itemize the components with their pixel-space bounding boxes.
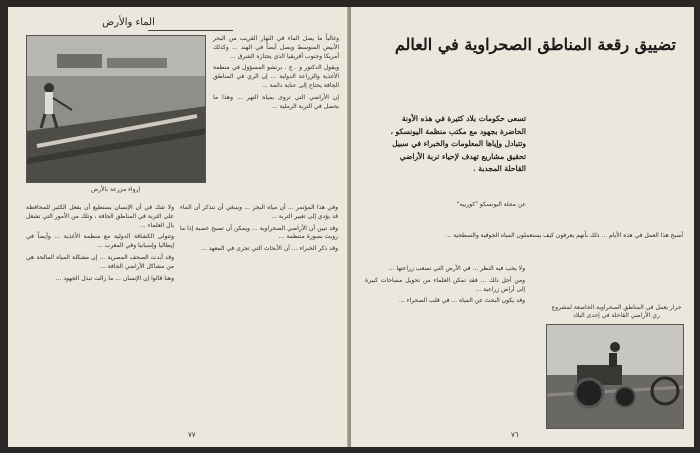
paragraph: ولا يحب فيه النظر ... في الأرض التي تصعب زراعتها ... <box>388 265 525 272</box>
paragraph: وقد أبدت الصحف المصرية ... إن مشكلة المياه المالحة هي من مشاكل الأراضي الجافة ... <box>26 253 174 270</box>
page-number: ٧٧ <box>188 431 196 439</box>
paragraph: وقد ذكر الخبراء ... أن الأبحاث التي تجرى في المعهد ... <box>201 245 338 253</box>
tractor-photo <box>546 324 684 429</box>
article-column-top <box>213 35 339 205</box>
running-head: الماء والأرض <box>102 17 155 28</box>
paragraph: وقد تبين أن الأراضي الصحراوية ... ويمكن أن تصبح خصبة إذا ما رويت بصورة منتظمة ... <box>180 224 338 241</box>
tractor-photo-caption: جرار يعمل في المناطق الصحراوية الخاضعة لمشروع ري الأراضي القاحلة في إحدى البلاد <box>551 304 682 319</box>
paragraph: ومن أجل ذلك ... فقد تمكن العلماء من تحويل مساحات كبيرة إلى أراض زراعية ... <box>365 276 525 293</box>
irrigation-photo <box>26 35 206 183</box>
magazine-spread <box>8 7 694 447</box>
paragraph: وقد يكون البحث عن المياه ... في قلب الصحراء ... <box>399 297 525 305</box>
paragraph: ولا شك في أن الإنسان يستطيع أن يفعل الكثير للمحافظة على التربة في المناطق الجافة ، وتلك من الأمور التي تشغل بال العلماء ... <box>26 204 174 229</box>
page-number: ٧٦ <box>511 431 519 439</box>
right-page <box>351 7 694 447</box>
paragraph: وهنا قالوا إن الإنسان ... ما زالت تبذل الجهود ... <box>55 274 174 282</box>
paragraph: وتتولى الكشافة الدولية مع منظمة الأغذية ... وأيضاً في إيطاليا وإسبانيا وفي المغرب ... <box>26 233 174 250</box>
running-head-rule <box>148 30 233 31</box>
article-column-left <box>26 204 174 429</box>
article-column-right <box>180 204 338 429</box>
photo-caption: إرواء مزرعة بالأرض <box>90 186 141 193</box>
paragraph: إن الأراضي التي تروى بمياه النهر ... وهذا ما يحصل في التربة الرملية ... <box>213 93 339 110</box>
paragraph: وغالباً ما يصل الماء في النهار القريب من البحر الأبيض المتوسط ويصل أيضاً في الهند ... وكذلك أمريكا وجنوب أفريقيا الذي يجتازه الشرق ... <box>213 35 339 60</box>
paragraph: أصبح هذا العمل في هذه الأيام ... ذلك بأنهم يعرفون كيف يستعملون المياه الجوفية والسطحية ... <box>445 232 683 239</box>
tractor-photo-art <box>547 325 684 429</box>
article-intro <box>365 232 683 262</box>
article-byline: عن مجلة اليونسكو "كورييه" <box>456 201 526 208</box>
paragraph: وفي هذا المؤتمر ... أن مياه البحر ... وينبغي أن نتذكر أن الماء قد يؤدي إلى تغيير التربة ... <box>180 204 338 220</box>
left-page <box>8 7 349 447</box>
article-lede: تسعى حكومات بلاد كثيرة في هذه الأونة الحاضرة بجهود مع مكتب منظمة اليونسكو ، وتتبادل وإياها المعلومات والخبراء في سبيل تحقيق مشاريع تهدف لإحياء تربة الأراضي القاحلة المجدبة . <box>390 114 526 173</box>
irrigation-photo-art <box>27 36 206 183</box>
article-title: تضييق رقعة المناطق الصحراوية في العالم <box>394 35 676 54</box>
article-column <box>365 265 525 433</box>
paragraph: ويقول الدكتور و . ج . برنشو المسؤول في منظمة الأغذية والزراعة الدولية ... إن الري في المناطق الجافة يحتاج إلى عناية دائمة ... <box>213 64 339 89</box>
